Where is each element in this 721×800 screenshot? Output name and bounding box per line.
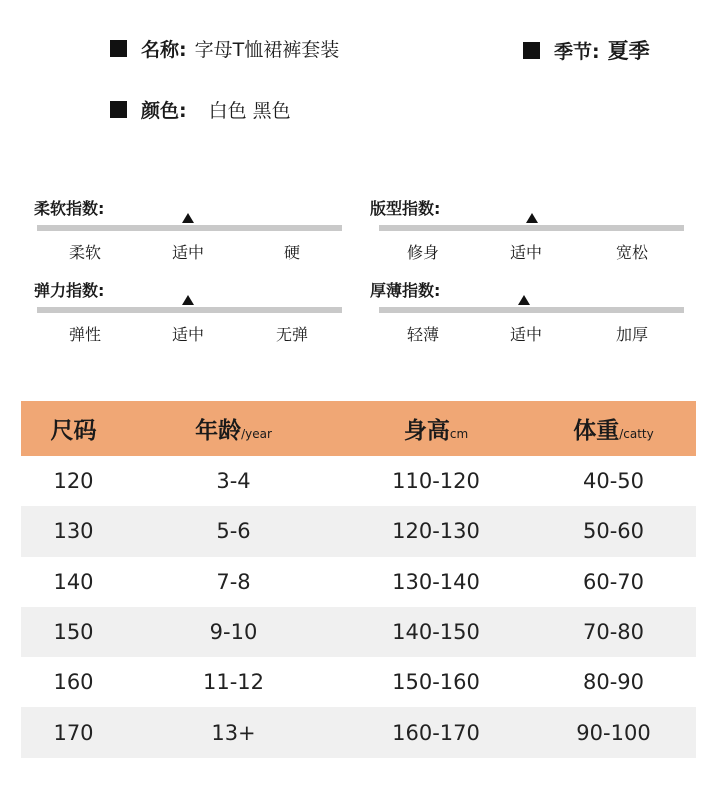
table-row (21, 506, 696, 556)
header-size: 尺码 (21, 401, 126, 456)
gauge-label: 轻薄 (406, 325, 439, 344)
gauge-label: 修身 (406, 243, 439, 262)
gauge-softness (34, 196, 342, 262)
gauge-label: 适中 (171, 325, 204, 344)
name-label: 名称: (141, 39, 187, 61)
cell-height: 130-140 (392, 569, 480, 594)
cell-weight: 70-80 (531, 607, 696, 657)
gauge-label: 柔软 (68, 243, 101, 262)
gauge-thickness (370, 278, 678, 344)
name-value: 字母T恤裙裤套装 (194, 39, 340, 61)
gauge-title: 柔软指数: (34, 199, 105, 218)
header-age: 年龄/year (126, 401, 341, 456)
cell-age: 7-8 (216, 569, 251, 594)
gauge-label: 无弹 (275, 325, 308, 344)
cell-height: 160-170 (341, 707, 531, 757)
cell-age: 5-6 (126, 506, 341, 556)
bullet-square-icon (110, 101, 127, 118)
cell-size: 140 (53, 569, 94, 594)
gauge-fit (370, 196, 678, 262)
triangle-marker-icon (182, 213, 194, 223)
cell-height: 150-160 (392, 670, 480, 695)
cell-height: 110-120 (392, 469, 480, 494)
gauge-label: 加厚 (615, 325, 648, 344)
triangle-marker-icon (526, 213, 538, 223)
table-header-row (21, 401, 696, 456)
cell-weight: 40-50 (582, 469, 645, 494)
cell-weight: 80-90 (582, 670, 645, 695)
product-name (110, 35, 339, 62)
cell-size: 130 (21, 506, 126, 556)
cell-height: 120-130 (341, 506, 531, 556)
gauge-title: 弹力指数: (34, 281, 105, 300)
cell-size: 160 (53, 670, 94, 695)
header-weight: 体重/catty (531, 401, 696, 456)
product-season (523, 35, 650, 65)
product-color (110, 96, 291, 123)
gauge-title: 版型指数: (370, 199, 441, 218)
bullet-square-icon (110, 40, 127, 57)
gauge-label: 弹性 (68, 325, 101, 344)
season-value: 夏季 (607, 39, 650, 63)
cell-size: 170 (21, 707, 126, 757)
cell-weight: 50-60 (531, 506, 696, 556)
cell-age: 11-12 (202, 670, 265, 695)
cell-height: 140-150 (341, 607, 531, 657)
triangle-marker-icon (518, 295, 530, 305)
gauge-bar (379, 225, 684, 231)
gauge-elasticity (34, 278, 342, 344)
size-chart-table (21, 401, 696, 758)
gauge-bar (37, 225, 342, 231)
gauge-bar (37, 307, 342, 313)
triangle-marker-icon (182, 295, 194, 305)
gauge-label: 适中 (509, 243, 542, 262)
table-row (21, 557, 696, 607)
gauge-label: 硬 (283, 243, 300, 262)
gauge-label: 宽松 (615, 243, 648, 262)
gauge-label: 适中 (509, 325, 542, 344)
gauge-title: 厚薄指数: (370, 281, 441, 300)
bullet-square-icon (523, 42, 540, 59)
cell-age: 13+ (126, 707, 341, 757)
cell-size: 150 (21, 607, 126, 657)
cell-age: 9-10 (126, 607, 341, 657)
gauge-label: 适中 (171, 243, 204, 262)
cell-weight: 60-70 (582, 569, 645, 594)
cell-weight: 90-100 (531, 707, 696, 757)
cell-age: 3-4 (216, 469, 251, 494)
gauge-bar (379, 307, 684, 313)
cell-size: 120 (53, 469, 94, 494)
table-row (21, 657, 696, 707)
color-label: 颜色: (141, 100, 187, 122)
table-row (21, 456, 696, 506)
season-label: 季节: (554, 40, 600, 63)
table-row (21, 707, 696, 757)
color-value: 白色 黑色 (208, 100, 291, 122)
table-row (21, 607, 696, 657)
header-height: 身高cm (341, 401, 531, 456)
